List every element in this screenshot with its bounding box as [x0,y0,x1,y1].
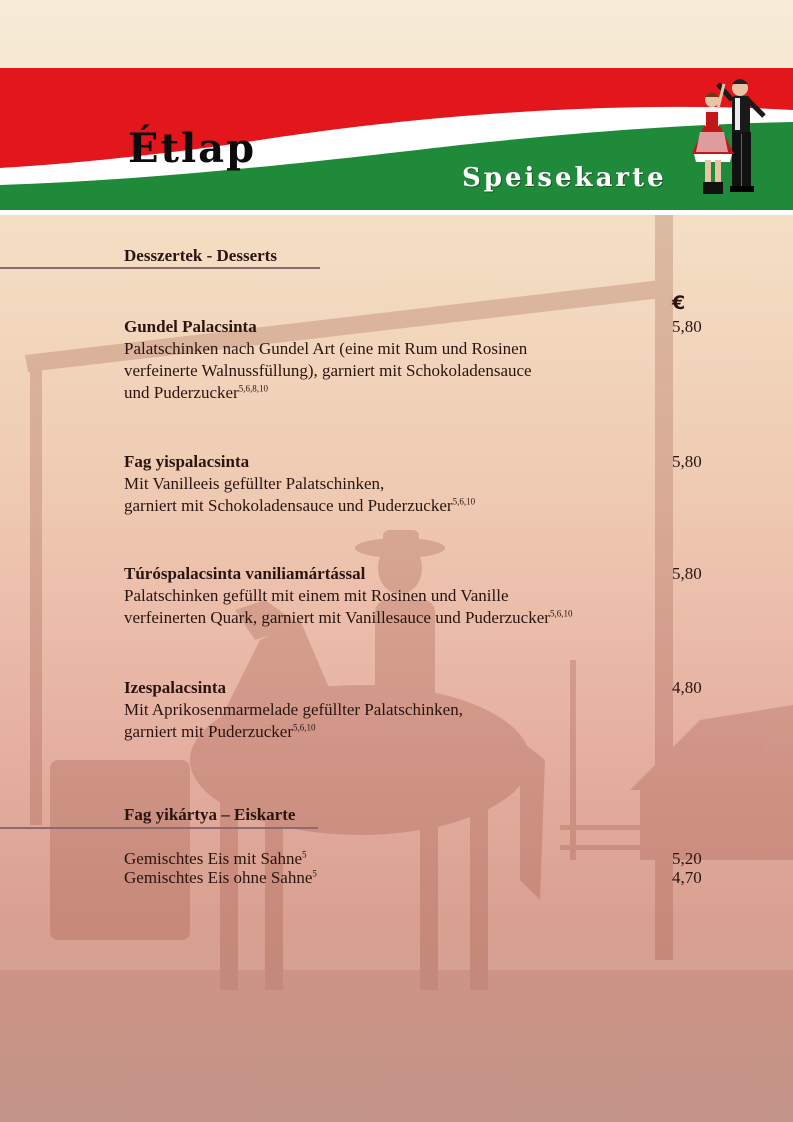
allergen-codes: 5,6,10 [549,608,573,619]
menu-item-price: 5,80 [672,317,702,336]
menu-item-description [124,699,664,743]
allergen-codes: 5 [312,868,317,879]
page-title: Étlap [128,125,257,172]
menu-item [124,316,664,404]
ice-item-text: Gemischtes Eis mit Sahne [124,849,303,868]
menu-item-name: Túróspalacsinta vaniliamártással [124,564,366,583]
description-text: und Puderzucker [124,383,239,402]
ice-item-price: 4,70 [672,868,702,887]
menu-item-description [124,585,669,629]
section-heading-desserts: Desszertek - Desserts [124,246,277,265]
ice-item-text: Gemischtes Eis ohne Sahne [124,868,313,887]
description-text: garniert mit Puderzucker [124,722,293,741]
menu-item-description [124,473,664,517]
description-line [124,495,664,517]
list-item [124,849,709,868]
description-line: Mit Aprikosenmarmelade gefüllter Palatschinken, [124,700,463,719]
ice-item-price: 5,20 [672,849,702,868]
menu-item-price: 5,80 [672,564,702,583]
section-divider [0,267,320,269]
menu-item [124,677,664,743]
menu-item-name: Gundel Palacsinta [124,317,257,336]
menu-item [124,563,669,629]
description-line [124,382,664,404]
description-line: verfeinerte Walnussfüllung), garniert mit Schokoladensauce [124,361,532,380]
page-subtitle: Speisekarte [462,163,667,193]
ice-item-name [124,868,317,887]
currency-symbol: € [672,292,686,314]
menu-item-description [124,338,664,404]
description-text: garniert mit Schokoladensauce und Puderzucker [124,496,453,515]
section-heading-ice: Fag yikártya – Eiskarte [124,805,296,824]
section-divider [0,827,318,829]
ice-item-name [124,849,307,868]
allergen-codes: 5,6,8,10 [238,383,268,394]
description-line [124,607,669,629]
allergen-codes: 5,6,10 [452,496,476,507]
description-text: verfeinerten Quark, garniert mit Vanillesauce und Puderzucker [124,608,550,627]
description-line [124,721,664,743]
menu-item-name: Izespalacsinta [124,678,226,697]
allergen-codes: 5 [302,849,307,860]
menu-item-price: 4,80 [672,678,702,697]
menu-item-price: 5,80 [672,452,702,471]
folk-dancers-icon [672,72,780,212]
description-line: Mit Vanilleeis gefüllter Palatschinken, [124,474,385,493]
description-line: Palatschinken gefüllt mit einem mit Rosinen und Vanille [124,586,509,605]
menu-item [124,451,664,517]
menu-item-name: Fag yispalacsinta [124,452,250,471]
list-item [124,868,709,887]
description-line: Palatschinken nach Gundel Art (eine mit Rum und Rosinen [124,339,528,358]
allergen-codes: 5,6,10 [293,722,316,733]
